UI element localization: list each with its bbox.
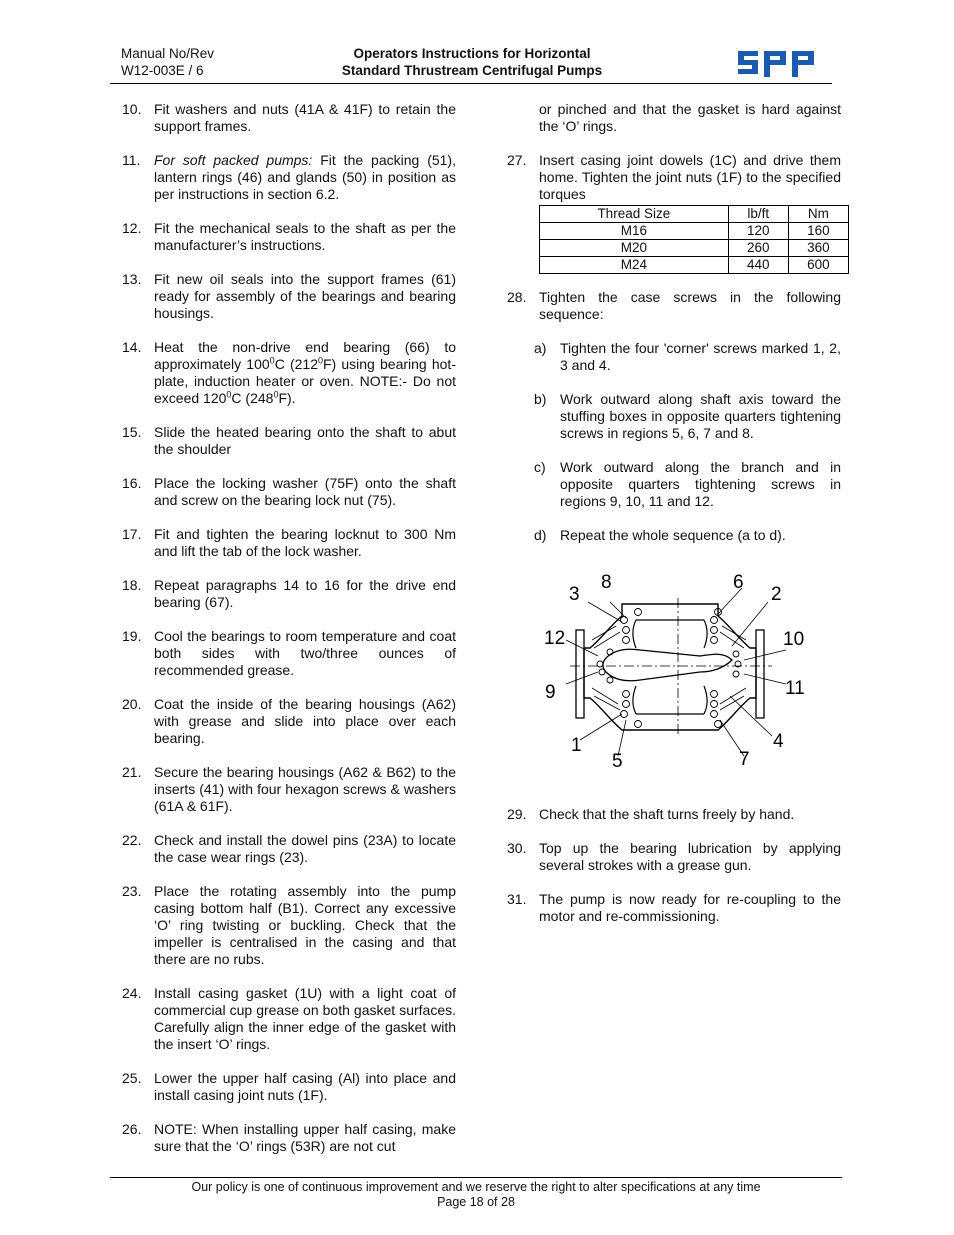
continuation-text: or pinched and that the gasket is hard against the ‘O’ rings. [539, 101, 841, 134]
instruction-item: 31. The pump is now ready for re-coupling to the motor and re-commissioning. [507, 891, 841, 924]
manual-number: W12-003E / 6 [121, 63, 204, 78]
right-column [507, 101, 841, 544]
manual-label: Manual No/Rev [121, 46, 215, 61]
table-cell: 440 [728, 257, 788, 274]
table-header-cell: Thread Size [540, 206, 729, 223]
sequence-step: a) Tighten the four 'corner' screws marked 1, 2, 3 and 4. [534, 340, 841, 373]
instruction-item: 22. Check and install the dowel pins (23A) to locate the case wear rings (23). [122, 832, 456, 865]
instruction-item: 19. Cool the bearings to room temperature and coat both sides with two/three ounces of recommended grease. [122, 628, 456, 678]
instruction-item: 15. Slide the heated bearing onto the shaft to abut the shoulder [122, 424, 456, 457]
soft-packed-note: For soft packed pumps: [154, 152, 313, 168]
label-11: 11 [785, 678, 805, 699]
title-line-1: Operators Instructions for Horizontal [353, 46, 591, 61]
table-row [540, 223, 849, 240]
instruction-item: 21. Secure the bearing housings (A62 & B62) to the inserts (41) with four hexagon screws & washers (61A & 61F). [122, 764, 456, 814]
table-header-cell: Nm [788, 206, 848, 223]
title-line-2: Standard Thrustream Centrifugal Pumps [341, 63, 603, 78]
footer-rule [110, 1177, 842, 1178]
table-row [540, 240, 849, 257]
table-cell: M20 [540, 240, 729, 257]
table-header-row [540, 206, 849, 223]
document-title [300, 45, 644, 79]
label-6: 6 [733, 572, 744, 593]
instruction-item: 17. Fit and tighten the bearing locknut to 300 Nm and lift the tab of the lock washer. [122, 526, 456, 559]
instruction-item: 29. Check that the shaft turns freely by hand. [507, 806, 795, 822]
left-column [122, 101, 456, 1155]
instruction-item: 24. Install casing gasket (1U) with a light coat of commercial cup grease on both gasket surfaces. Carefully align the inner edge of the gasket with the insert ‘O’ rings. [122, 985, 456, 1052]
right-column-lower [507, 806, 841, 925]
sequence-step: c) Work outward along the branch and in opposite quarters tightening screws in regions 9, 10, 11 and 12. [534, 459, 841, 509]
page-number: Page 18 of 28 [437, 1195, 515, 1209]
spp-logo [736, 47, 818, 84]
label-1: 1 [571, 735, 582, 756]
table-cell: 600 [788, 257, 848, 274]
label-12: 12 [544, 628, 566, 649]
instruction-item: 14. Heat the non-drive end bearing (66) to approximately $100^0C$ $(212^0F)$ using bearing hot-plate, induction heater or oven. NOTE:- Do not exceed $120^0C$ $(248^0F)$. [122, 339, 456, 406]
header-rule [110, 83, 832, 84]
label-4: 4 [773, 731, 784, 752]
instruction-item: 20. Coat the inside of the bearing housings (A62) with grease and slide into place over each bearing. [122, 696, 456, 746]
instruction-item: 18. Repeat paragraphs 14 to 16 for the drive end bearing (67). [122, 577, 456, 610]
instruction-item: 23. Place the rotating assembly into the pump casing bottom half (B1). Correct any excessive ‘O’ ring twisting or buckling. Check that the impeller is centralised in the casing and that there are no rubs. [122, 883, 456, 967]
instruction-item: 12. Fit the mechanical seals to the shaft as per the manufacturer’s instructions. [122, 220, 456, 253]
label-9: 9 [545, 682, 556, 703]
table-cell: 260 [728, 240, 788, 257]
instruction-item: 25. Lower the upper half casing (Al) into place and install casing joint nuts (1F). [122, 1070, 456, 1103]
label-3: 3 [569, 584, 580, 605]
instruction-item: 30. Top up the bearing lubrication by applying several strokes with a grease gun. [507, 840, 841, 873]
table-header-cell: lb/ft [728, 206, 788, 223]
label-5: 5 [612, 751, 623, 772]
bolt-sequence-diagram [540, 568, 805, 783]
label-8: 8 [601, 572, 612, 593]
table-cell: 120 [728, 223, 788, 240]
table-row [540, 257, 849, 274]
table-cell: M24 [540, 257, 729, 274]
label-7: 7 [739, 749, 750, 770]
sequence-step: d) Repeat the whole sequence (a to d). [534, 527, 786, 543]
instruction-item: 11. For soft packed pumps: Fit the packing (51), lantern rings (46) and glands (50) in position as per instructions in section 6.2. [122, 152, 456, 202]
manual-info [121, 45, 214, 79]
footer [110, 1180, 842, 1210]
instruction-item: 16. Place the locking washer (75F) onto the shaft and screw on the bearing lock nut (75). [122, 475, 456, 508]
table-cell: 160 [788, 223, 848, 240]
instruction-item: 26. NOTE: When installing upper half casing, make sure that the ‘O’ rings (53R) are not cut [122, 1121, 456, 1154]
instruction-item: 13. Fit new oil seals into the support frames (61) ready for assembly of the bearings and bearing housings. [122, 271, 456, 321]
torque-table [539, 205, 849, 274]
label-10: 10 [783, 629, 805, 650]
instruction-item: 28. Tighten the case screws in the following sequence: [507, 289, 841, 322]
table-cell: M16 [540, 223, 729, 240]
label-2: 2 [771, 584, 782, 605]
instruction-item: 10. Fit washers and nuts (41A & 41F) to retain the support frames. [122, 101, 456, 134]
instruction-item: 27. Insert casing joint dowels (1C) and drive them home. Tighten the joint nuts (1F) to the specified torques [507, 152, 841, 202]
sequence-step: b) Work outward along shaft axis toward the stuffing boxes in opposite quarters tightening screws in regions 5, 6, 7 and 8. [534, 391, 841, 441]
table-cell: 360 [788, 240, 848, 257]
policy-text: Our policy is one of continuous improvement and we reserve the right to alter specifications at any time [191, 1180, 761, 1194]
